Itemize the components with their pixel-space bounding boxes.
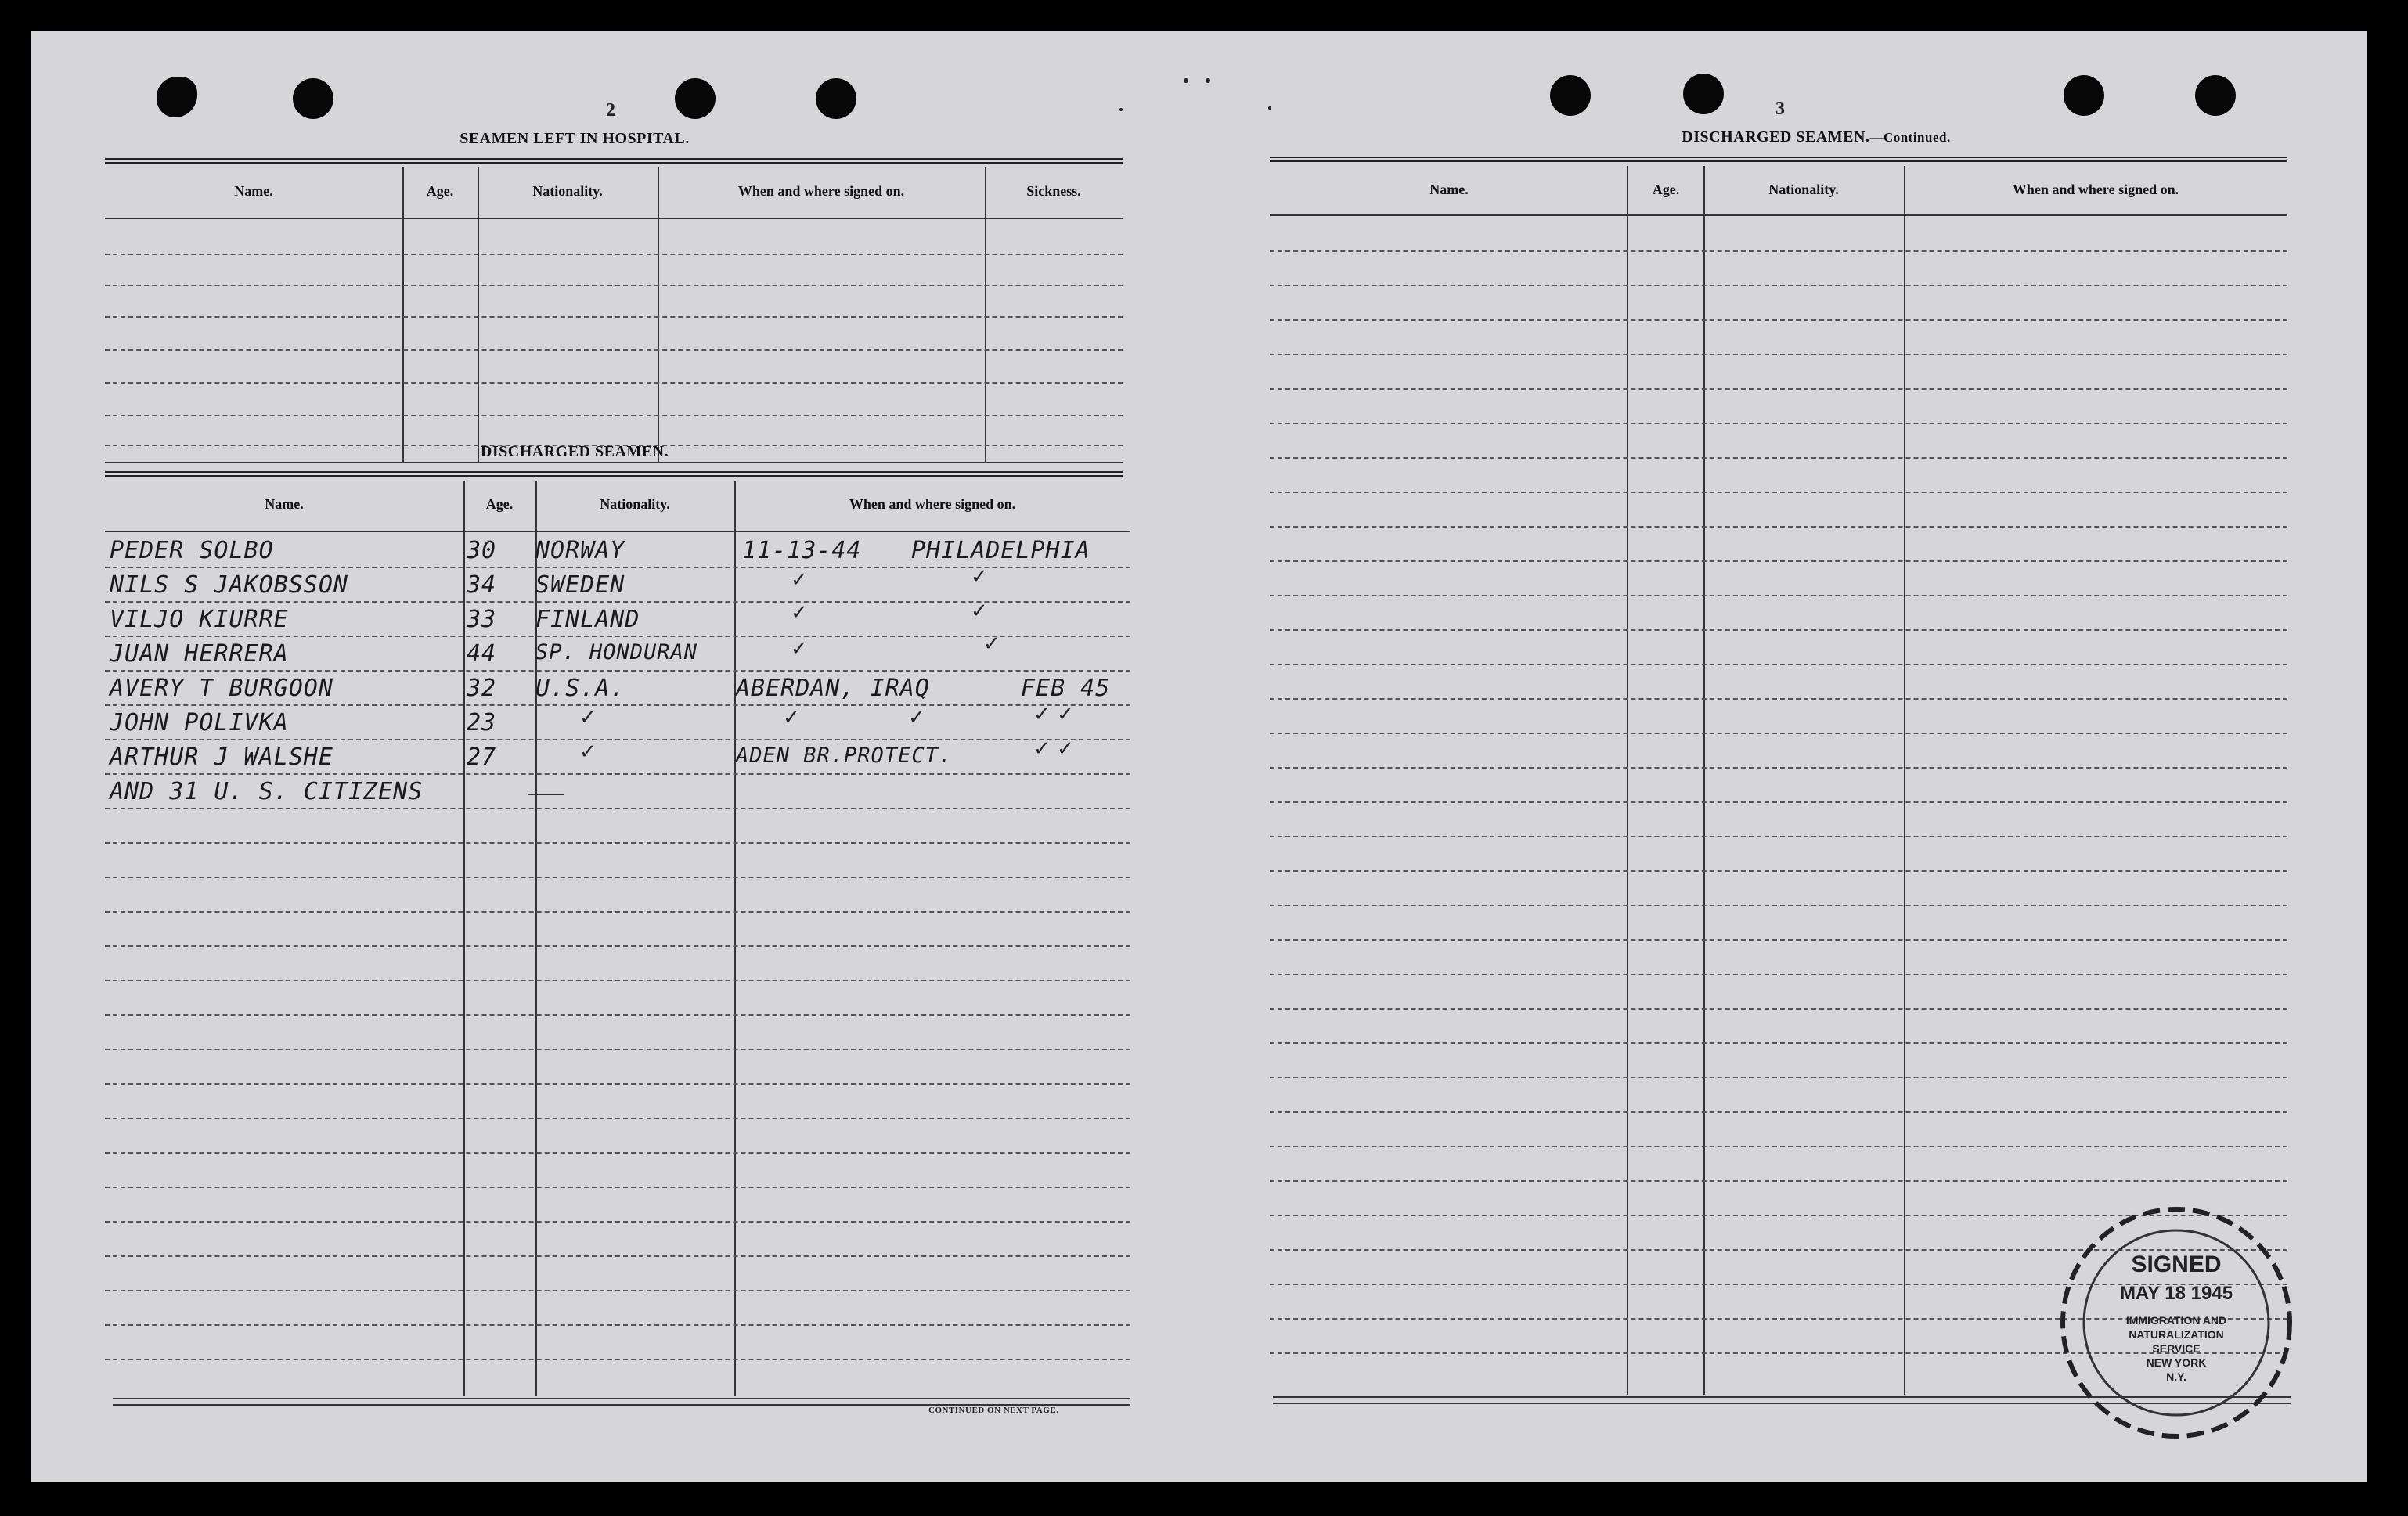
ruled-line bbox=[1270, 870, 2287, 872]
entry-name: PEDER SOLBO bbox=[110, 537, 274, 564]
double-rule bbox=[1270, 157, 2287, 162]
entry-name: AND 31 U. S. CITIZENS bbox=[110, 778, 424, 805]
svg-text:NATURALIZATION: NATURALIZATION bbox=[2129, 1328, 2224, 1341]
double-rule bbox=[105, 158, 1123, 164]
svg-text:MAY 18 1945: MAY 18 1945 bbox=[2119, 1283, 2233, 1304]
immigration-stamp bbox=[2051, 1190, 2302, 1440]
entry-age: 27 bbox=[467, 744, 497, 771]
entry-place: PHILADELPHIA bbox=[911, 537, 1090, 564]
ruled-line bbox=[1270, 733, 2287, 734]
punch-hole bbox=[2195, 75, 2236, 116]
entry-signed-on: ADEN BR.PROTECT. bbox=[736, 744, 953, 768]
discharged-continued-title: DISCHARGED SEAMEN.—Continued. bbox=[1682, 128, 1951, 146]
entry-name: JOHN POLIVKA bbox=[110, 709, 289, 736]
svg-text:N.Y.: N.Y. bbox=[2166, 1370, 2186, 1383]
ruled-line bbox=[105, 1221, 1130, 1223]
entry-name: NILS S JAKOBSSON bbox=[110, 571, 348, 599]
ruled-line bbox=[1270, 801, 2287, 803]
ruled-line bbox=[105, 980, 1130, 981]
col-header-sickness: Sickness. bbox=[1026, 183, 1081, 199]
entry-age: 30 bbox=[467, 537, 497, 564]
punch-hole bbox=[1683, 74, 1724, 114]
entry-nationality: FINLAND bbox=[535, 606, 640, 633]
entry-signed-on: ✓ bbox=[791, 601, 808, 625]
ruled-line bbox=[1270, 974, 2287, 975]
ruled-line bbox=[105, 1187, 1130, 1188]
entry-age: 23 bbox=[467, 709, 497, 736]
col-header-age: Age. bbox=[485, 496, 514, 512]
ruled-line bbox=[105, 670, 1130, 672]
ruled-line bbox=[105, 842, 1130, 844]
entry-signed-on: 11-13-44 bbox=[742, 537, 862, 564]
entry-nationality: SWEDEN bbox=[535, 571, 625, 599]
discharged-section-title: DISCHARGED SEAMEN. bbox=[480, 443, 669, 460]
punch-hole bbox=[816, 78, 856, 119]
entry-extra: ✓ ✓ bbox=[1033, 737, 1074, 761]
ruled-line bbox=[105, 877, 1130, 878]
double-rule bbox=[105, 471, 1123, 477]
page-number-left: 2 bbox=[606, 100, 615, 121]
ruled-line bbox=[105, 1049, 1130, 1050]
entry-signed-on: ✓ bbox=[791, 568, 808, 592]
entry-place: ✓ bbox=[983, 632, 1000, 656]
entry-extra: FEB 45 bbox=[1021, 675, 1111, 702]
entry-nationality: ✓ bbox=[579, 706, 597, 729]
col-header-name: Name. bbox=[1429, 182, 1469, 197]
hospital-section-title: SEAMEN LEFT IN HOSPITAL. bbox=[460, 130, 690, 147]
ruled-line bbox=[1270, 1111, 2287, 1113]
col-header-nationality: Nationality. bbox=[1768, 182, 1839, 197]
ruled-line bbox=[105, 1152, 1130, 1154]
ruled-line bbox=[1270, 492, 2287, 493]
entry-signed-on: ✓ bbox=[783, 706, 800, 729]
svg-text:NEW YORK: NEW YORK bbox=[2146, 1356, 2207, 1369]
ruled-line bbox=[1270, 250, 2287, 252]
page-number-right: 3 bbox=[1775, 99, 1785, 119]
col-header-age: Age. bbox=[1652, 182, 1680, 197]
ruled-line bbox=[105, 1014, 1130, 1016]
ruled-line bbox=[1270, 664, 2287, 665]
ruled-line bbox=[105, 636, 1130, 637]
col-header-name: Name. bbox=[234, 183, 273, 199]
entry-place: ✓ bbox=[971, 600, 988, 623]
entry-extra: ✓ ✓ bbox=[1033, 703, 1074, 726]
punch-hole bbox=[157, 77, 197, 117]
col-header-signed-on: When and where signed on. bbox=[849, 496, 1016, 512]
entry-name: JUAN HERRERA bbox=[110, 640, 289, 668]
punch-hole bbox=[2064, 75, 2104, 116]
col-header-signed-on: When and where signed on. bbox=[737, 183, 905, 199]
ruled-line bbox=[105, 739, 1130, 740]
ruled-line bbox=[105, 1324, 1130, 1326]
ruled-line bbox=[1270, 836, 2287, 837]
entry-nationality: NORWAY bbox=[535, 537, 625, 564]
svg-text:SIGNED: SIGNED bbox=[2131, 1251, 2222, 1277]
ruled-line bbox=[1270, 423, 2287, 424]
ruled-line bbox=[1270, 939, 2287, 941]
ruled-line bbox=[105, 1290, 1130, 1291]
ruled-line bbox=[1270, 905, 2287, 906]
punch-hole bbox=[675, 78, 716, 119]
col-header-age: Age. bbox=[426, 183, 454, 199]
ruled-line bbox=[1270, 1077, 2287, 1078]
punch-hole bbox=[293, 78, 333, 119]
entry-nationality: ✓ bbox=[579, 740, 597, 764]
col-header-signed-on: When and where signed on. bbox=[2012, 182, 2179, 197]
ruled-line bbox=[1270, 1042, 2287, 1044]
ruled-line bbox=[1270, 629, 2287, 631]
svg-text:IMMIGRATION AND: IMMIGRATION AND bbox=[2125, 1314, 2227, 1327]
ruled-line bbox=[105, 1255, 1130, 1257]
ruled-line bbox=[105, 945, 1130, 947]
punch-hole bbox=[1550, 75, 1591, 116]
entry-age: 32 bbox=[467, 675, 497, 702]
col-header-name: Name. bbox=[265, 496, 304, 512]
ruled-line bbox=[105, 773, 1130, 775]
ruled-line bbox=[1270, 1146, 2287, 1147]
ruled-line bbox=[1270, 595, 2287, 596]
col-header-nationality: Nationality. bbox=[532, 183, 603, 199]
ruled-line bbox=[1270, 388, 2287, 390]
entry-age: 44 bbox=[467, 640, 497, 668]
entry-signed-on: ABERDAN, IRAQ bbox=[736, 675, 930, 702]
ruled-line bbox=[105, 704, 1130, 706]
svg-text:SERVICE: SERVICE bbox=[2152, 1342, 2201, 1355]
ruled-line bbox=[1270, 767, 2287, 769]
ruled-line bbox=[105, 808, 1130, 809]
entry-age: 34 bbox=[467, 571, 497, 599]
ruled-line bbox=[1270, 457, 2287, 459]
ruled-line bbox=[105, 1118, 1130, 1119]
ruled-line bbox=[1270, 354, 2287, 355]
entry-name: VILJO KIURRE bbox=[110, 606, 289, 633]
col-header-nationality: Nationality. bbox=[600, 496, 670, 512]
ruled-line bbox=[1270, 1180, 2287, 1182]
ruled-line bbox=[1270, 560, 2287, 562]
ruled-line bbox=[1270, 319, 2287, 321]
entry-name: ARTHUR J WALSHE bbox=[110, 744, 333, 771]
ruled-line bbox=[1270, 526, 2287, 528]
ruled-line bbox=[1270, 698, 2287, 700]
entry-nationality: U.S.A. bbox=[535, 675, 625, 702]
hospital-table bbox=[105, 167, 1123, 465]
entry-name: AVERY T BURGOON bbox=[110, 675, 333, 702]
ruled-line bbox=[105, 911, 1130, 913]
entry-place: ✓ bbox=[908, 706, 925, 729]
entry-place: ✓ bbox=[971, 565, 988, 589]
entry-signed-on: ✓ bbox=[791, 637, 808, 661]
entry-nationality: SP. HONDURAN bbox=[535, 640, 698, 664]
ruled-line bbox=[1270, 1008, 2287, 1010]
ruled-line bbox=[1270, 285, 2287, 286]
continued-footnote: CONTINUED ON NEXT PAGE. bbox=[928, 1406, 1059, 1415]
entry-age: 33 bbox=[467, 606, 497, 633]
ruled-line bbox=[105, 1083, 1130, 1085]
ruled-line bbox=[105, 1359, 1130, 1360]
dash-mark bbox=[528, 794, 564, 795]
ledger-spread bbox=[31, 31, 2367, 1482]
